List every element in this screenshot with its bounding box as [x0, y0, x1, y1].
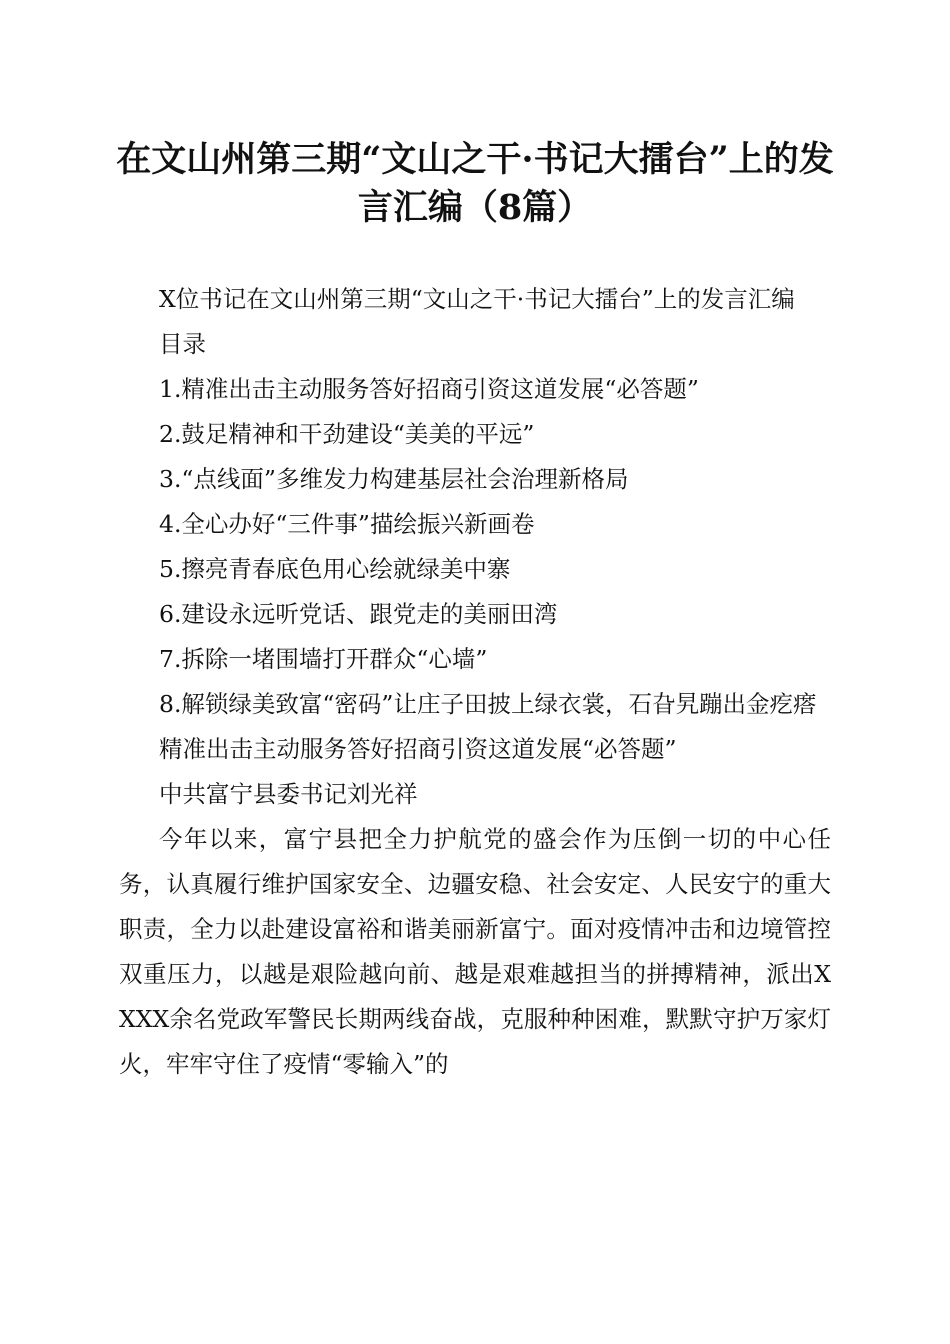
toc-item-3: 3.“点线面”多维发力构建基层社会治理新格局 [159, 465, 629, 493]
toc-item-2: 2.鼓足精神和干劲建设“美美的平远” [159, 420, 535, 448]
toc-item-6: 6.建设永远听党话、跟党走的美丽田湾 [159, 600, 558, 628]
toc-item-1: 1.精准出击主动服务答好招商引资这道发展“必答题” [159, 375, 699, 403]
section-author: 中共富宁县委书记刘光祥 [159, 780, 418, 808]
toc-heading: 目录 [159, 330, 206, 358]
toc-item-8: 8.解锁绿美致富“密码”让庄子田披上绿衣裳，石旮旯蹦出金疙瘩 [159, 690, 817, 718]
toc-item-5: 5.擦亮青春底色用心绘就绿美中寨 [159, 555, 511, 583]
document-body [119, 277, 831, 1087]
intro-paragraph: X位书记在文山州第三期“文山之干·书记大擂台”上的发言汇编 [159, 285, 795, 313]
toc-item-4: 4.全心办好“三件事”描绘振兴新画卷 [159, 510, 535, 538]
document-title: 在文山州第三期“文山之干·书记大擂台”上的发言汇编（8篇） [116, 139, 834, 228]
toc-item-7: 7.拆除一堵围墙打开群众“心墙” [159, 645, 488, 673]
body-paragraph: 今年以来，富宁县把全力护航党的盛会作为压倒一切的中心任务，认真履行维护国家安全、边疆安稳、社会安定、人民安宁的重大职责，全力以赴建设富裕和谐美丽新富宁。面对疫情冲击和边境管控双重压力，以越是艰险越向前、越是艰难越担当的拼搏精神，派出XXXX余名党政军警民长期两线奋战，克服种种困难，默默守护万家灯火，牢牢守住了疫情“零输入”的 [119, 825, 831, 1078]
section-heading: 精准出击主动服务答好招商引资这道发展“必答题” [159, 735, 677, 763]
